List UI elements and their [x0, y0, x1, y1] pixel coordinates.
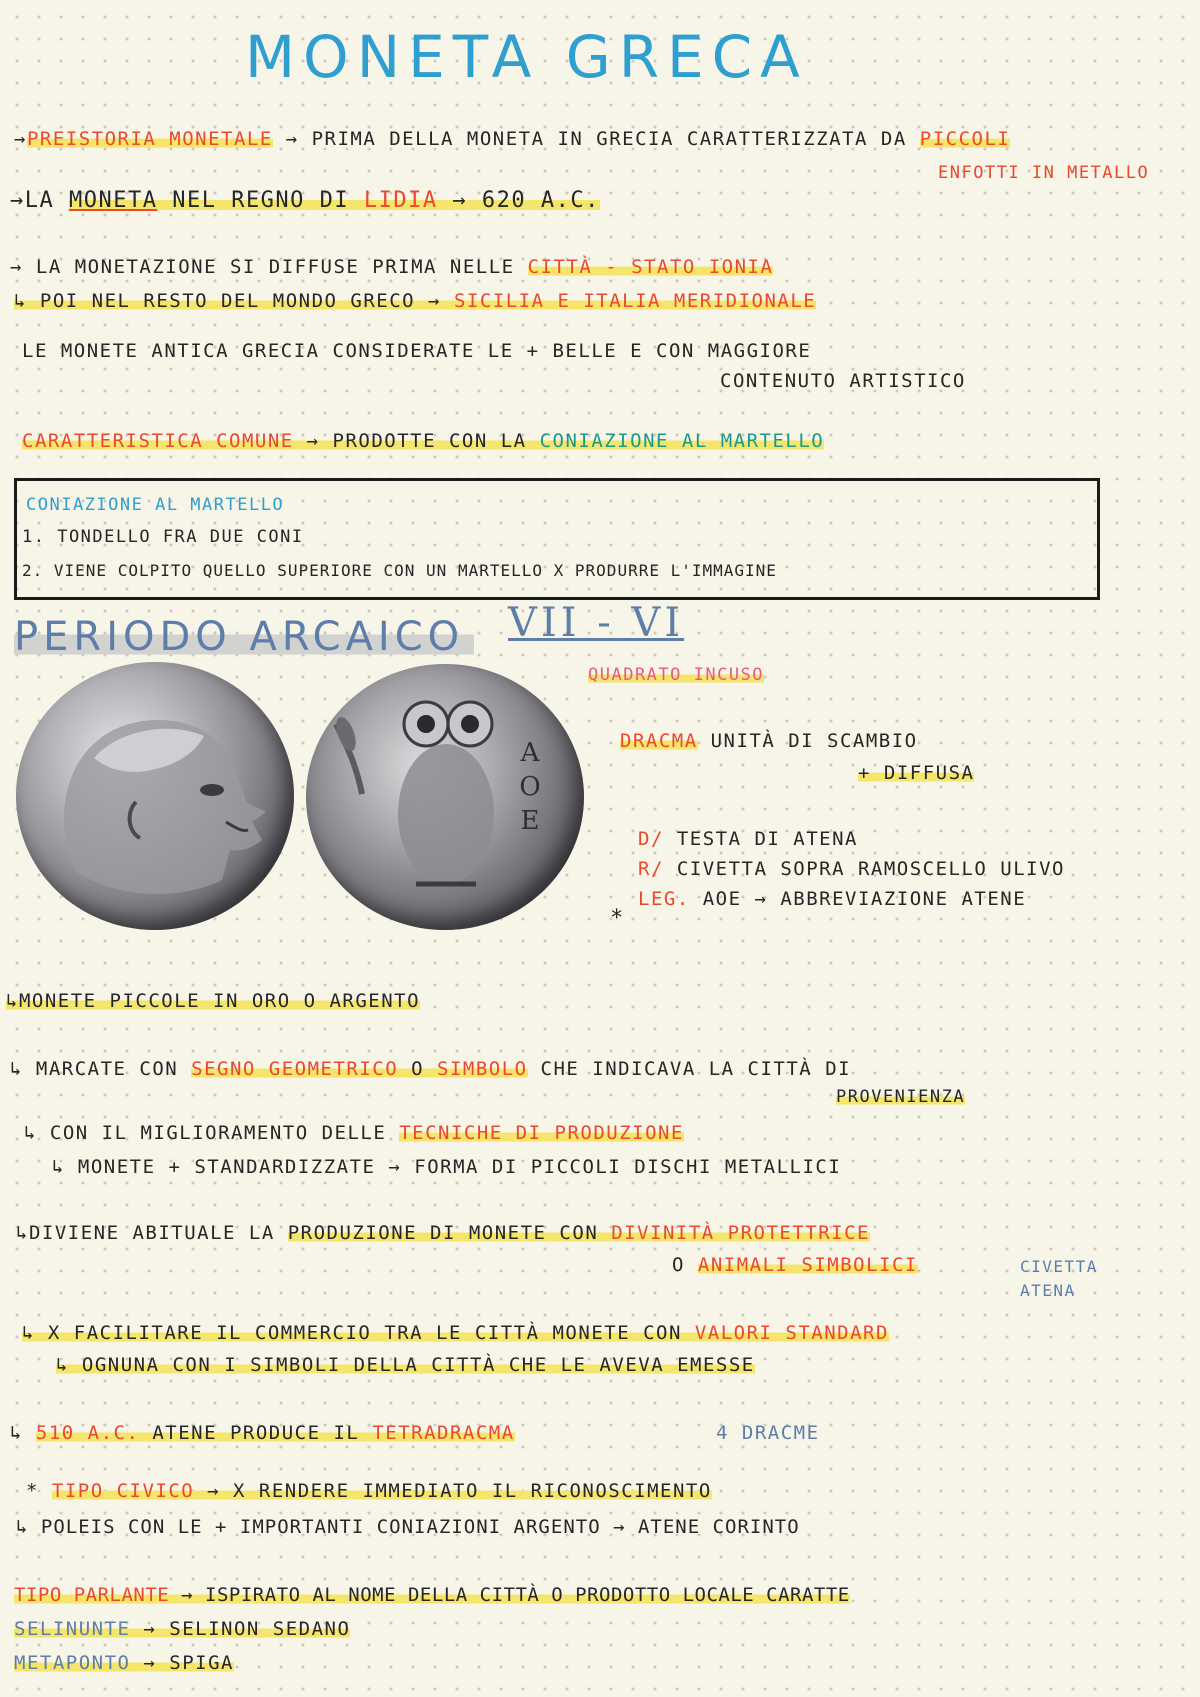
note-8-dracme: 4 DRACME	[716, 1422, 820, 1444]
note-5-text: ↳DIVIENE ABITUALE LA	[16, 1222, 288, 1244]
note-3	[24, 1120, 684, 1146]
note-2-text: CHE INDICAVA LA CITTÀ DI	[527, 1058, 852, 1080]
note-12-text: → SELINON SEDANO	[130, 1618, 351, 1640]
term-dracma: DRACMA	[620, 730, 698, 752]
term-sicilia: SICILIA E ITALIA MERIDIONALE	[453, 290, 817, 312]
legend-label: LEG.	[638, 888, 690, 910]
note-3-text: ↳ CON IL MIGLIORAMENTO DELLE	[24, 1122, 400, 1144]
note-5-text: O	[672, 1254, 698, 1276]
term-selinunte: SELINUNTE	[14, 1618, 131, 1640]
note-7	[56, 1352, 755, 1378]
star-mark: *	[610, 906, 625, 931]
term-animali: ANIMALI SIMBOLICI	[697, 1254, 918, 1276]
note-10: ↳ POLEIS CON LE + IMPORTANTI CONIAZIONI ARGENTO → ATENE CORINTO	[16, 1516, 800, 1538]
term-moneta: MONETA	[68, 188, 158, 213]
box-item-1: 1. TONDELLO FRA DUE CONI	[22, 527, 304, 547]
quadrato-text: QUADRATO INCUSO	[588, 665, 765, 685]
term-tipo-civico: TIPO CIVICO	[51, 1480, 195, 1502]
intro-text: →LA	[10, 188, 69, 213]
intro-text: → LA MONETAZIONE SI DIFFUSE PRIMA NELLE	[10, 256, 528, 278]
intro-line-1-cont: ENFOTTI IN METALLO	[938, 163, 1150, 183]
note-13-text: → SPIGA	[130, 1652, 234, 1674]
term-simbolo: SIMBOLO	[437, 1058, 528, 1080]
term-preistoria: PREISTORIA MONETALE	[26, 128, 273, 150]
term-coniazione: CONIAZIONE AL MARTELLO	[539, 430, 825, 452]
term-caratteristica: CARATTERISTICA COMUNE	[22, 430, 294, 452]
reverse-text: CIVETTA SOPRA RAMOSCELLO ULIVO	[663, 858, 1065, 880]
note-6	[22, 1320, 889, 1346]
intro-line-4	[14, 288, 816, 314]
note-8	[10, 1420, 515, 1446]
note-2	[10, 1056, 851, 1082]
term-divinita: DIVINITÀ PROTETTRICE	[611, 1222, 870, 1244]
obverse-line	[638, 826, 858, 852]
term-citta-stato: CITTÀ - STATO IONIA	[527, 256, 774, 278]
note-8-text: ATENE PRODUCE IL	[139, 1422, 373, 1444]
note-2-provenienza: PROVENIENZA	[836, 1087, 966, 1107]
section-heading: PERIODO ARCAICO	[14, 612, 474, 662]
term-piccoli: PICCOLI	[919, 128, 1011, 150]
note-9-text: → X RENDERE IMMEDIATO IL RICONOSCIMENTO	[194, 1480, 712, 1502]
note-12	[14, 1616, 350, 1642]
arrow-icon: →	[14, 128, 27, 150]
note-9-text: *	[26, 1480, 52, 1502]
intro-text: ↳ POI NEL RESTO DEL MONDO GRECO →	[14, 290, 454, 312]
note-5-cont	[672, 1252, 918, 1278]
intro-text: NEL REGNO DI	[157, 188, 364, 213]
term-tecniche: TECNICHE DI PRODUZIONE	[399, 1122, 684, 1144]
term-lidia: LIDIA	[363, 188, 438, 213]
note-8-date: 510 A.C.	[35, 1422, 140, 1444]
coin-legend-text: AOE	[519, 738, 541, 836]
dracma-diffusa: + DIFFUSA	[858, 762, 975, 784]
intro-line-2	[10, 188, 600, 214]
box-item-2: 2. VIENE COLPITO QUELLO SUPERIORE CON UN MARTELLO X PRODURRE L'IMMAGINE	[22, 561, 777, 580]
intro-line-7	[22, 428, 824, 454]
term-metaponto: METAPONTO	[14, 1652, 131, 1674]
note-2-text: O	[398, 1058, 438, 1080]
note-4: ↳ MONETE + STANDARDIZZATE → FORMA DI PICCOLI DISCHI METALLICI	[52, 1156, 842, 1178]
note-6-text: ↳ X FACILITARE IL COMMERCIO TRA LE CITTÀ MONETE CON	[22, 1322, 695, 1344]
note-8-text: ↳	[10, 1422, 36, 1444]
reverse-label: R/	[638, 858, 664, 880]
intro-text: → PRIMA DELLA MONETA IN GRECIA CARATTERIZZATA DA	[272, 128, 920, 150]
owl-coin-image	[306, 664, 584, 930]
note-5-atena: ATENA	[1020, 1281, 1076, 1300]
note-2-cont	[836, 1084, 965, 1110]
note-1	[6, 988, 420, 1014]
intro-text: → PRODOTTE CON LA	[293, 430, 540, 452]
note-7-text: ↳ OGNUNA CON I SIMBOLI DELLA CITTÀ CHE LE AVEVA EMESSE	[56, 1354, 755, 1376]
dracma-line	[620, 728, 918, 754]
quadrato-label	[588, 662, 764, 688]
legend-text: AOE → ABBREVIAZIONE ATENE	[689, 888, 1027, 910]
term-segno: SEGNO GEOMETRICO	[191, 1058, 399, 1080]
page-title: MONETA GRECA	[245, 23, 808, 91]
note-11	[14, 1582, 850, 1608]
obverse-text: TESTA DI ATENA	[663, 828, 858, 850]
dracma-text: UNITÀ DI SCAMBIO	[697, 730, 918, 752]
reverse-line	[638, 856, 1065, 882]
dracma-line-2	[858, 760, 974, 786]
note-5-civetta: CIVETTA	[1020, 1257, 1098, 1276]
intro-line-1	[14, 126, 1010, 152]
intro-line-5: LE MONETE ANTICA GRECIA CONSIDERATE LE + BELLE E CON MAGGIORE	[22, 340, 812, 362]
intro-line-6: CONTENUTO ARTISTICO	[720, 370, 966, 392]
legend-line	[638, 886, 1026, 912]
obverse-label: D/	[638, 828, 664, 850]
intro-date: → 620 A.C.	[437, 188, 600, 213]
term-tetradracma: TETRADRACMA	[372, 1422, 515, 1444]
box-title: CONIAZIONE AL MARTELLO	[26, 495, 285, 515]
term-tipo-parlante: TIPO PARLANTE	[14, 1584, 170, 1606]
note-13	[14, 1650, 234, 1676]
note-1-text: ↳MONETE PICCOLE IN ORO O ARGENTO	[6, 990, 421, 1012]
note-11-text: → ISPIRATO AL NOME DELLA CITTÀ O PRODOTTO LOCALE CARATTE	[169, 1584, 850, 1606]
section-period: VII - VI	[508, 600, 685, 646]
term-valori: VALORI STANDARD	[694, 1322, 889, 1344]
athena-coin-image	[16, 662, 294, 930]
note-9	[26, 1478, 712, 1504]
intro-line-3	[10, 254, 773, 280]
note-2-text: ↳ MARCATE CON	[10, 1058, 192, 1080]
note-5	[16, 1220, 870, 1246]
note-5-text: PRODUZIONE DI MONETE CON	[287, 1222, 612, 1244]
